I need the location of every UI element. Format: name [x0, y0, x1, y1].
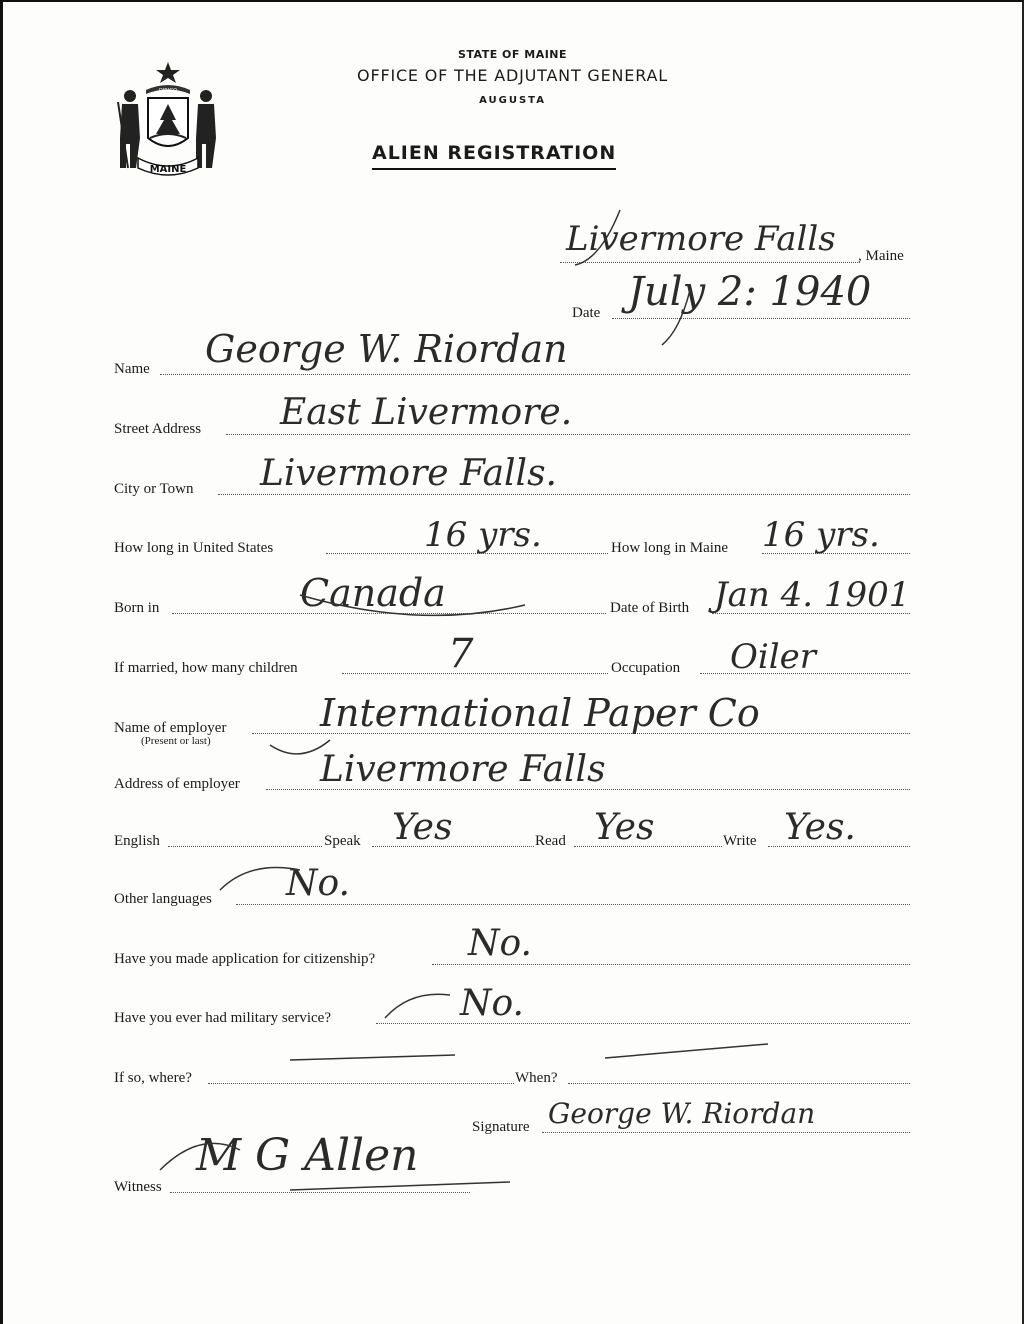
citizenship-label: Have you made application for citizenship?: [114, 951, 376, 967]
military-value: No.: [460, 983, 524, 1024]
seal-banner-text: MAINE: [149, 164, 187, 175]
children-line: [342, 673, 608, 674]
read-value: Yes: [594, 807, 655, 848]
city-line: [218, 494, 910, 495]
seal-motto: DIRIGO: [158, 88, 178, 94]
other-languages-line: [236, 904, 910, 905]
date-label: Date: [572, 305, 601, 321]
header-state: STATE OF MAINE: [457, 48, 568, 61]
witness-label: Witness: [114, 1179, 162, 1195]
how-long-us-value: 16 yrs.: [424, 515, 542, 555]
form-title: ALIEN REGISTRATION: [372, 142, 616, 170]
citizenship-line: [432, 964, 910, 965]
how-long-maine-label: How long in Maine: [611, 540, 729, 556]
maine-state-seal: [110, 58, 226, 184]
dob-value: Jan 4. 1901: [714, 575, 911, 615]
when-line: [568, 1083, 910, 1084]
date-line: [612, 318, 910, 319]
place-suffix: , Maine: [858, 248, 904, 264]
header-city: AUGUSTA: [479, 95, 546, 106]
where-label: If so, where?: [114, 1070, 192, 1086]
name-value: George W. Riordan: [205, 327, 568, 371]
read-label: Read: [535, 833, 566, 849]
city-label: City or Town: [114, 481, 194, 497]
date-value: July 2: 1940: [628, 269, 872, 315]
how-long-us-label: How long in United States: [114, 540, 274, 556]
signature-label: Signature: [472, 1119, 530, 1135]
header-office: OFFICE OF THE ADJUTANT GENERAL: [357, 66, 668, 85]
employer-address-value: Livermore Falls: [320, 749, 606, 790]
write-label: Write: [723, 833, 757, 849]
occupation-label: Occupation: [611, 660, 681, 676]
where-line: [208, 1083, 514, 1084]
employer-value: International Paper Co: [320, 691, 760, 735]
witness-line: [170, 1192, 470, 1193]
dob-label: Date of Birth: [610, 600, 690, 616]
english-label: English: [114, 833, 160, 849]
street-line: [226, 434, 910, 435]
city-value: Livermore Falls.: [260, 453, 557, 494]
citizenship-value: No.: [468, 923, 532, 964]
children-label: If married, how many children: [114, 660, 298, 676]
children-value: 7: [448, 631, 474, 677]
english-line: [168, 846, 322, 847]
other-languages-value: No.: [286, 863, 350, 904]
occupation-value: Oiler: [730, 637, 816, 677]
employer-sublabel: (Present or last): [141, 735, 211, 747]
street-value: East Livermore.: [280, 392, 573, 433]
when-label: When?: [515, 1070, 558, 1086]
name-label: Name: [114, 361, 150, 377]
place-line: [560, 262, 860, 263]
born-in-label: Born in: [114, 600, 160, 616]
write-value: Yes.: [784, 807, 856, 848]
born-in-value: Canada: [300, 571, 446, 615]
signature-line: [542, 1132, 910, 1133]
military-line: [376, 1023, 910, 1024]
witness-value: M G Allen: [196, 1130, 419, 1181]
military-label: Have you ever had military service?: [114, 1010, 331, 1026]
other-languages-label: Other languages: [114, 891, 212, 907]
signature-value: George W. Riordan: [548, 1097, 816, 1130]
speak-label: Speak: [324, 833, 361, 849]
street-label: Street Address: [114, 421, 202, 437]
place-value: Livermore Falls: [566, 219, 836, 259]
speak-value: Yes: [392, 807, 453, 848]
employer-label: Name of employer: [114, 720, 227, 736]
how-long-maine-value: 16 yrs.: [762, 515, 880, 555]
employer-address-label: Address of employer: [114, 776, 240, 792]
name-line: [160, 374, 910, 375]
